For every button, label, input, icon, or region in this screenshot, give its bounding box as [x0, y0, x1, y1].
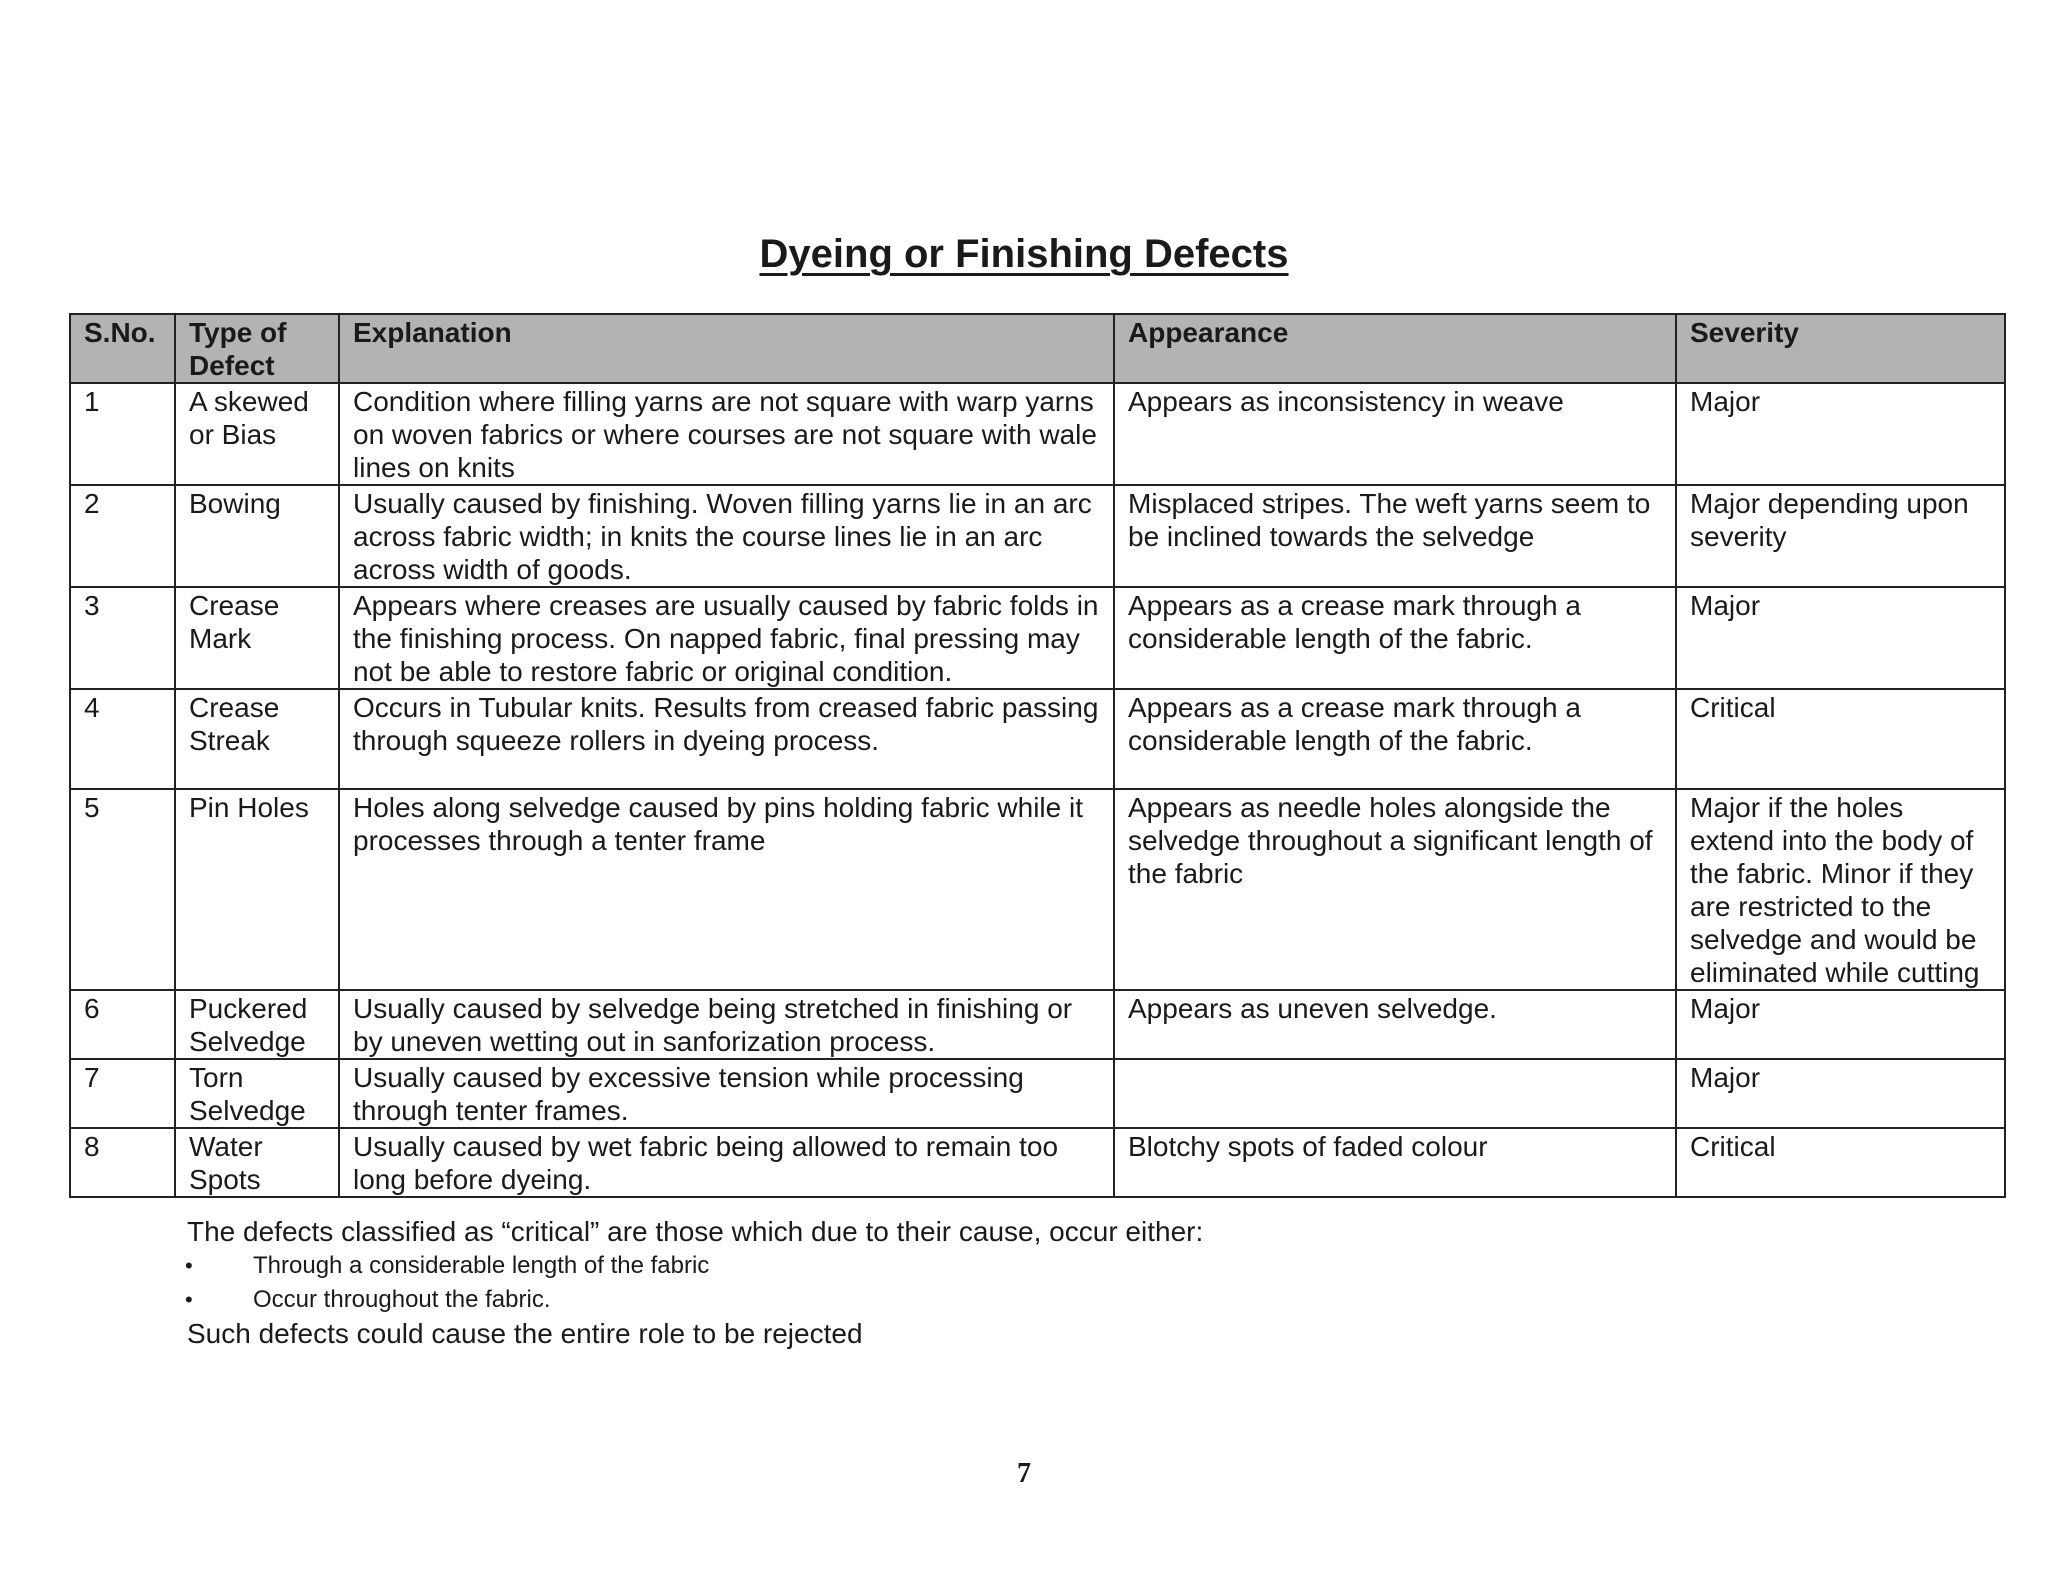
cell-sno: 6: [70, 990, 175, 1059]
list-item: [187, 1249, 1203, 1283]
cell-appearance: Blotchy spots of faded colour: [1114, 1128, 1676, 1197]
cell-explanation: Condition where filling yarns are not square with warp yarns on woven fabrics or where courses are not square with wale lines on knits: [339, 383, 1114, 485]
cell-explanation: Usually caused by wet fabric being allowed to remain too long before dyeing.: [339, 1128, 1114, 1197]
cell-type: Water Spots: [175, 1128, 339, 1197]
cell-sno: 5: [70, 789, 175, 990]
cell-sno: 8: [70, 1128, 175, 1197]
cell-explanation: Usually caused by finishing. Woven filling yarns lie in an arc across fabric width; in knits the course lines lie in an arc across width of goods.: [339, 485, 1114, 587]
cell-severity: Critical: [1676, 1128, 2005, 1197]
cell-explanation: Usually caused by excessive tension while processing through tenter frames.: [339, 1059, 1114, 1128]
cell-appearance: Appears as a crease mark through a considerable length of the fabric.: [1114, 689, 1676, 789]
table-row: [70, 990, 2005, 1059]
table-row: [70, 689, 2005, 789]
cell-severity: Major: [1676, 587, 2005, 689]
cell-type: Puckered Selvedge: [175, 990, 339, 1059]
list-item-text: Occur throughout the fabric.: [253, 1286, 551, 1313]
cell-appearance: Appears as uneven selvedge.: [1114, 990, 1676, 1059]
cell-explanation: Occurs in Tubular knits. Results from creased fabric passing through squeeze rollers in dyeing process.: [339, 689, 1114, 789]
table-row: [70, 1128, 2005, 1197]
table-row: [70, 1059, 2005, 1128]
table-row: [70, 587, 2005, 689]
cell-appearance: [1114, 1059, 1676, 1128]
notes-intro: The defects classified as “critical” are those which due to their cause, occur either:: [187, 1216, 1204, 1247]
cell-sno: 1: [70, 383, 175, 485]
cell-severity: Major: [1676, 1059, 2005, 1128]
bullet-icon: •: [185, 1287, 193, 1312]
list-item-text: Through a considerable length of the fabric: [253, 1252, 710, 1279]
cell-sno: 4: [70, 689, 175, 789]
cell-type: Pin Holes: [175, 789, 339, 990]
header-severity: Severity: [1676, 314, 2005, 383]
cell-type: Crease Streak: [175, 689, 339, 789]
cell-explanation: Usually caused by selvedge being stretched in finishing or by uneven wetting out in sanforization process.: [339, 990, 1114, 1059]
notes-bullet-list: [187, 1249, 1203, 1317]
table-header-row: [70, 314, 2005, 383]
bullet-icon: •: [185, 1253, 193, 1278]
cell-appearance: Appears as a crease mark through a considerable length of the fabric.: [1114, 587, 1676, 689]
header-type-of-defect: Type of Defect: [175, 314, 339, 383]
cell-sno: 3: [70, 587, 175, 689]
header-sno: S.No.: [70, 314, 175, 383]
notes-section: [187, 1215, 1203, 1351]
cell-type: Bowing: [175, 485, 339, 587]
cell-severity: Major if the holes extend into the body of the fabric. Minor if they are restricted to the selvedge and would be eliminated while cutting: [1676, 789, 2005, 990]
cell-type: A skewed or Bias: [175, 383, 339, 485]
cell-sno: 7: [70, 1059, 175, 1128]
notes-conclusion: Such defects could cause the entire role to be rejected: [187, 1318, 863, 1349]
table-row: [70, 485, 2005, 587]
cell-sno: 2: [70, 485, 175, 587]
cell-severity: Major: [1676, 990, 2005, 1059]
cell-explanation: Holes along selvedge caused by pins holding fabric while it processes through a tenter frame: [339, 789, 1114, 990]
cell-appearance: Appears as inconsistency in weave: [1114, 383, 1676, 485]
page-number: 7: [1017, 1458, 1031, 1489]
list-item: [187, 1283, 1203, 1317]
header-appearance: Appearance: [1114, 314, 1676, 383]
page-title: Dyeing or Finishing Defects: [759, 232, 1289, 276]
cell-severity: Critical: [1676, 689, 2005, 789]
header-explanation: Explanation: [339, 314, 1114, 383]
defects-table: [69, 313, 2006, 1198]
cell-type: Crease Mark: [175, 587, 339, 689]
cell-severity: Major: [1676, 383, 2005, 485]
cell-severity: Major depending upon severity: [1676, 485, 2005, 587]
table-row: [70, 789, 2005, 990]
cell-explanation: Appears where creases are usually caused by fabric folds in the finishing process. On napped fabric, final pressing may not be able to restore fabric or original condition.: [339, 587, 1114, 689]
table-row: [70, 383, 2005, 485]
cell-appearance: Appears as needle holes alongside the selvedge throughout a significant length of the fabric: [1114, 789, 1676, 990]
cell-appearance: Misplaced stripes. The weft yarns seem to be inclined towards the selvedge: [1114, 485, 1676, 587]
cell-type: Torn Selvedge: [175, 1059, 339, 1128]
